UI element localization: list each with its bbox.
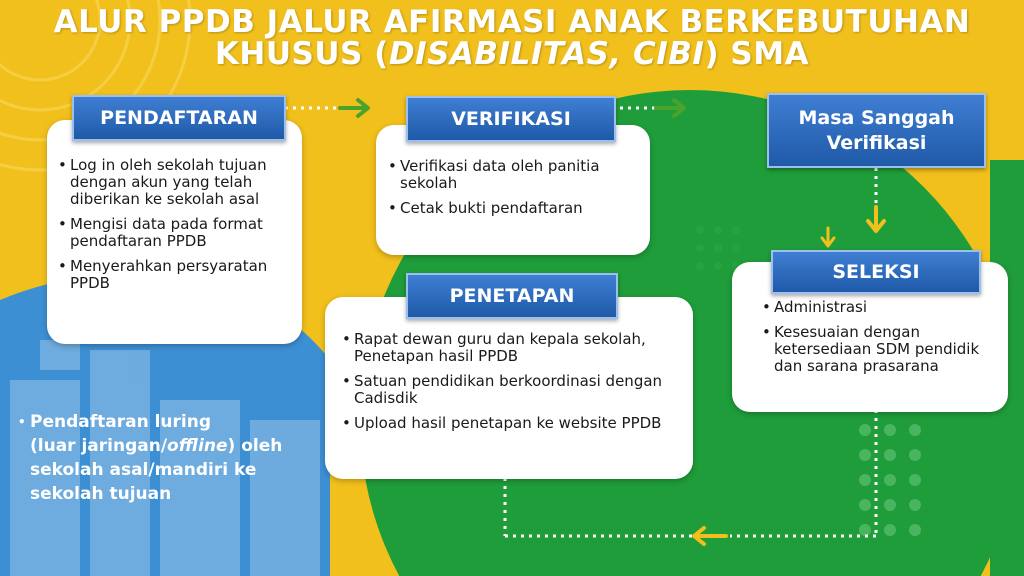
luring-text (18, 410, 318, 506)
masa-sanggah-line2: Verifikasi (826, 131, 927, 154)
list-item: • Rapat dewan guru dan kepala sekolah, Penetapan hasil PPDB (342, 331, 692, 365)
verifikasi-list (388, 158, 646, 225)
luring-note (18, 410, 318, 506)
title-line2-suffix: ) SMA (704, 36, 810, 72)
pendaftaran-header: PENDAFTARAN (72, 95, 286, 141)
arrow-down-icon (818, 226, 838, 250)
seleksi-header: SELEKSI (771, 250, 981, 294)
seleksi-list (762, 299, 1002, 383)
pendaftaran-list (58, 157, 298, 300)
list-item: • Upload hasil penetapan ke website PPDB (342, 415, 692, 432)
list-item: • Kesesuaian dengan ketersediaan SDM pendidik dan sarana prasarana (762, 324, 1002, 375)
title-line1: ALUR PPDB JALUR AFIRMASI ANAK BERKEBUTUHAN (53, 4, 971, 40)
verifikasi-header: VERIFIKASI (406, 96, 616, 142)
title-line2 (0, 38, 1024, 70)
luring-part2-prefix: (luar jaringan/ (30, 436, 168, 456)
arrow-left-icon (688, 525, 728, 547)
masa-sanggah-line1: Masa Sanggah (798, 106, 955, 129)
bullet-icon: • (18, 415, 26, 429)
page-title (0, 6, 1024, 70)
list-item: • Mengisi data pada format pendaftaran PPDB (58, 216, 298, 250)
list-item: • Log in oleh sekolah tujuan dengan akun yang telah diberikan ke sekolah asal (58, 157, 298, 208)
masa-sanggah-header (767, 93, 986, 168)
title-line2-prefix: KHUSUS ( (214, 36, 389, 72)
luring-part2-suffix: ) oleh sekolah asal/mandiri ke sekolah tujuan (30, 436, 283, 504)
luring-part2-italic: offline (167, 436, 228, 456)
arrow-right-icon (338, 97, 374, 119)
penetapan-header: PENETAPAN (406, 273, 618, 319)
list-item: • Satuan pendidikan berkoordinasi dengan Cadisdik (342, 373, 692, 407)
luring-part1: Pendaftaran luring (30, 412, 212, 432)
luring-part2 (30, 434, 318, 506)
list-item: • Menyerahkan persyaratan PPDB (58, 258, 298, 292)
list-item: • Administrasi (762, 299, 1002, 316)
penetapan-list (342, 331, 692, 440)
list-item: • Verifikasi data oleh panitia sekolah (388, 158, 646, 192)
list-item: • Cetak bukti pendaftaran (388, 200, 646, 217)
title-line2-italic: DISABILITAS, CIBI (388, 36, 705, 72)
arrow-right-icon (654, 97, 690, 119)
arrow-down-icon (864, 205, 888, 235)
